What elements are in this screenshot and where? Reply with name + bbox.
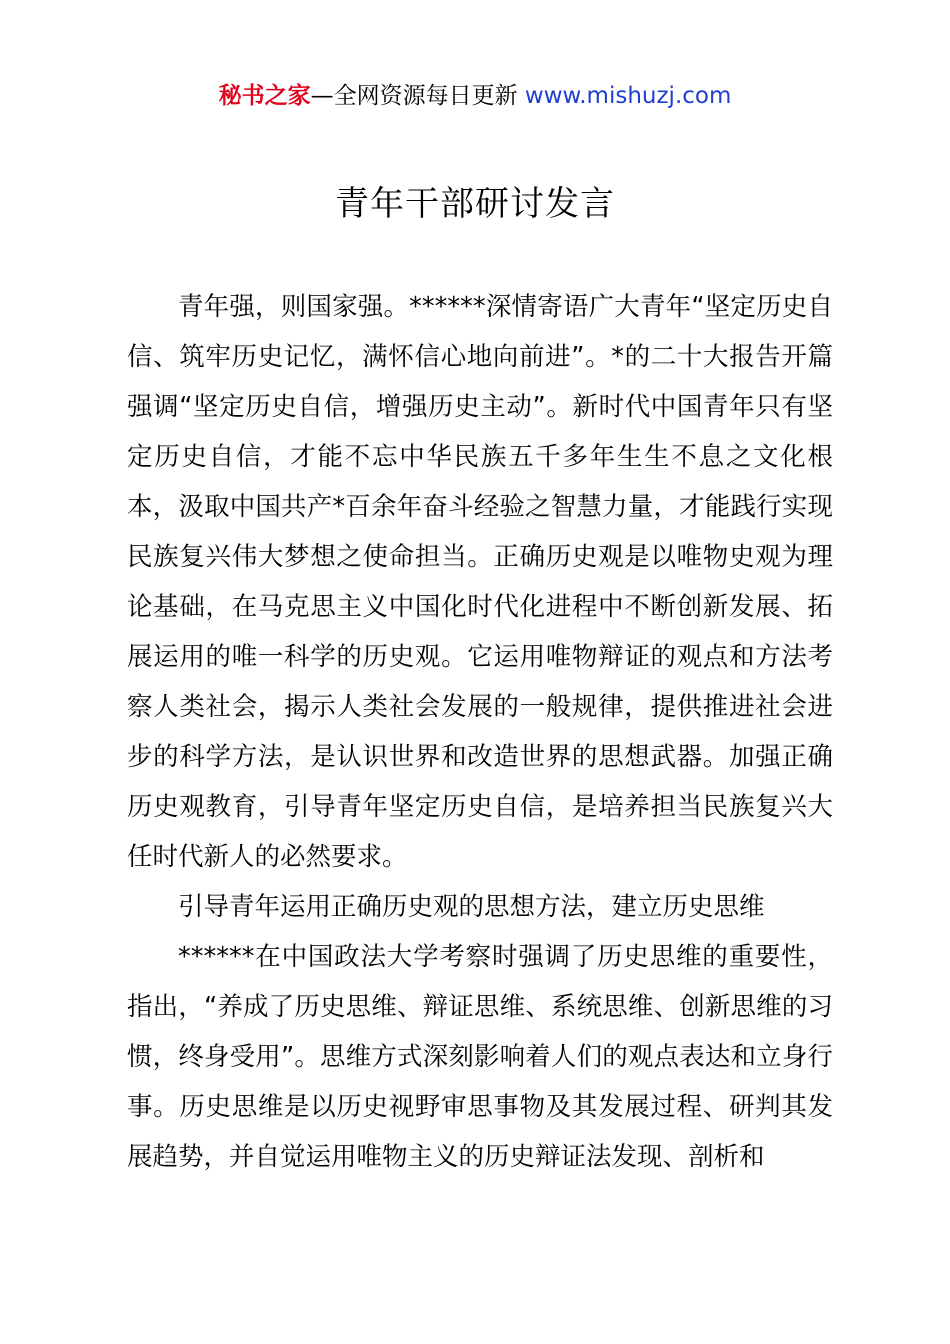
document-body xyxy=(127,282,833,1182)
site-url-link[interactable]: www.mishuzj.com xyxy=(524,83,732,109)
paragraph-intro: 青年强，则国家强。******深情寄语广大青年“坚定历史自信、筑牢历史记忆，满怀信心地向前进”。*的二十大报告开篇强调“坚定历史自信，增强历史主动”。新时代中国青年只有坚定历史自信，才能不忘中华民族五千多年生生不息之文化根本，汲取中国共产*百余年奋斗经验之智慧力量，才能践行实现民族复兴伟大梦想之使命担当。正确历史观是以唯物史观为理论基础，在马克思主义中国化时代化进程中不断创新发展、拓展运用的唯一科学的历史观。它运用唯物辩证的观点和方法考察人类社会，揭示人类社会发展的一般规律，提供推进社会进步的科学方法，是认识世界和改造世界的思想武器。加强正确历史观教育，引导青年坚定历史自信，是培养担当民族复兴大任时代新人的必然要求。 xyxy=(127,292,833,872)
paragraph-section-heading: 引导青年运用正确历史观的思想方法，建立历史思维 xyxy=(178,892,765,922)
document-title: 青年干部研讨发言 xyxy=(335,184,615,224)
paragraph-historical-thinking: ******在中国政法大学考察时强调了历史思维的重要性，指出，“养成了历史思维、辩证思维、系统思维、创新思维的习惯，终身受用”。思维方式深刻影响着人们的观点表达和立身行事。历史思维是以历史视野审思事物及其发展过程、研判其发展趋势，并自觉运用唯物主义的历史辩证法发现、剖析和 xyxy=(127,942,833,1172)
site-header xyxy=(0,80,950,112)
site-brand: 秘书之家 xyxy=(218,83,311,109)
site-tagline: —全网资源每日更新 xyxy=(310,83,525,109)
